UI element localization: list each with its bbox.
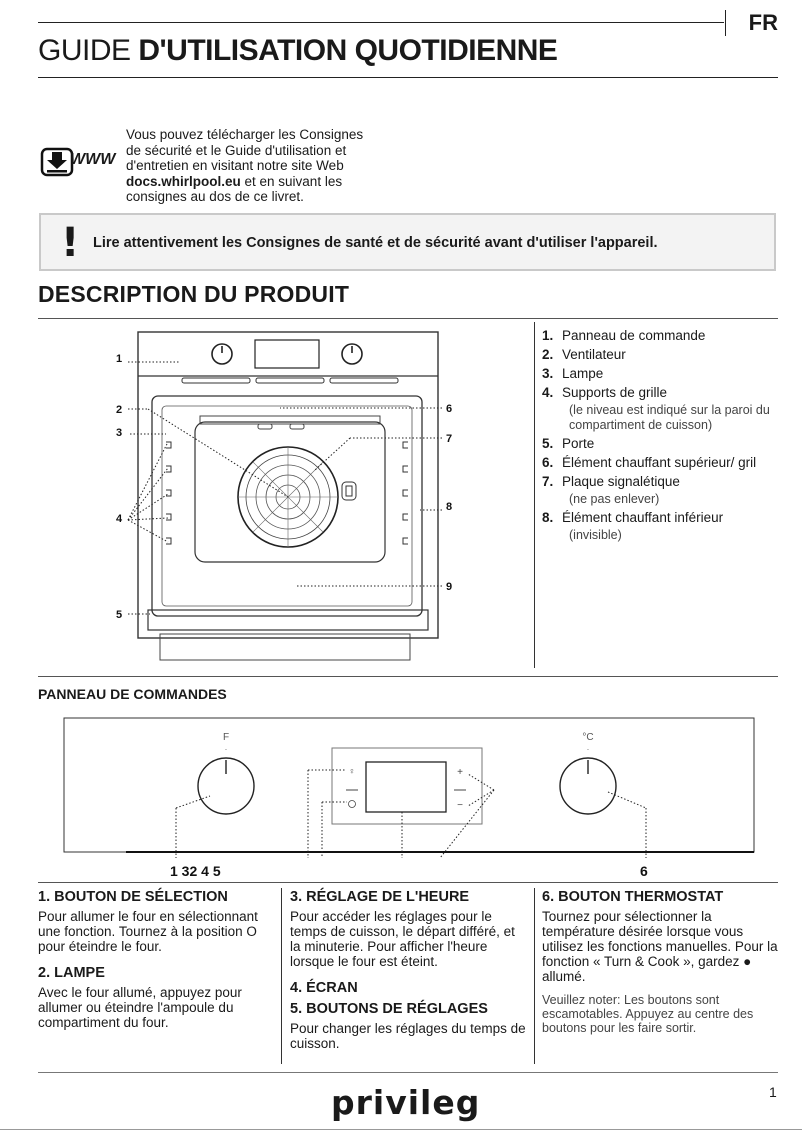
callout-8: 8	[446, 501, 453, 513]
callout-4: 4	[116, 513, 123, 525]
left-knob-label: F	[222, 732, 230, 743]
section-thermostat-knob: 6. BOUTON THERMOSTAT Tournez pour sélectionner la température désirée lorsque vous utilisez les fonctions manuelles. Pour la fonction « Turn & Cook », gardez ● allumé. Veuillez noter: Les boutons sont escamotables. Appuyez au centre des boutons pour les faire sortir.	[542, 889, 778, 1035]
brand-logo: privileg	[331, 1083, 481, 1122]
callout-6: 6	[446, 403, 453, 415]
download-notice: Vous pouvez télécharger les Consignes de sécurité et le Guide d'utilisation et d'entretien en visitant notre site Web docs.whirlpool.eu et en suivant les consignes au dos de ce livret.	[126, 127, 364, 204]
section-selection-knob: 1. BOUTON DE SÉLECTION Pour allumer le four en sélectionnant une fonction. Tournez à la position O pour éteindre le four. 2. LAMPE Avec le four allumé, appuyez pour allumer ou éteindre l'ampoule du compartiment du four.	[38, 889, 258, 1030]
legend-item: 3. Lampe	[542, 366, 604, 381]
column-divider-2	[534, 888, 535, 1064]
legend-subnote: (le niveau est indiqué sur la paroi du compartiment de cuisson)	[569, 403, 770, 432]
www-label: WWW	[70, 151, 116, 168]
panel-top-rule	[38, 676, 778, 677]
legend-item: 7. Plaque signalétique	[542, 474, 680, 489]
callout-7: 7	[446, 433, 453, 445]
header-divider	[725, 10, 726, 36]
section-heading-product: DESCRIPTION DU PRODUIT	[38, 281, 350, 307]
minus-button[interactable]: −	[457, 800, 463, 811]
callout-3: 3	[116, 427, 123, 439]
title-bold: D'UTILISATION QUOTIDIENNE	[138, 34, 558, 67]
footer-rule	[38, 1072, 778, 1073]
legend-item: 4. Supports de grille	[542, 385, 668, 400]
section-heading-panel: PANNEAU DE COMMANDES	[38, 686, 227, 702]
legend-item: 2. Ventilateur	[542, 347, 626, 362]
svg-text:♀: ♀	[348, 766, 356, 776]
section-clock-settings: 3. RÉGLAGE DE L'HEURE Pour accéder les réglages pour le temps de cuisson, le départ différé, et la minuterie. Pour afficher l'heure lorsque le four est éteint. 4. ÉCRAN 5. BOUTONS DE RÉGLAGES Pour changer les réglages du temps de cuisson.	[290, 889, 526, 1051]
oven-diagram	[100, 322, 520, 675]
safety-warning-box	[39, 213, 776, 271]
legend-subnote: (ne pas enlever)	[569, 492, 660, 506]
legend-item: 6. Élément chauffant supérieur/ gril	[542, 455, 757, 470]
svg-text:.: .	[224, 743, 228, 752]
legend-item: 1. Panneau de commande	[542, 328, 706, 343]
control-panel-diagram	[60, 716, 760, 891]
page-number: 1	[769, 1084, 777, 1100]
callout-5: 5	[116, 609, 123, 621]
product-heading-rule	[38, 318, 778, 319]
title-light: GUIDE	[38, 34, 131, 67]
website-link[interactable]: docs.whirlpool.eu	[126, 173, 241, 189]
svg-text:.: .	[586, 743, 590, 752]
right-knob-label: °C	[582, 732, 594, 743]
callout-9: 9	[446, 581, 453, 593]
legend-item: 5. Porte	[542, 436, 595, 451]
callout-1: 1	[116, 353, 123, 365]
page-bottom-rule	[0, 1129, 802, 1130]
column-divider-1	[281, 888, 282, 1064]
exclamation-icon: !	[61, 220, 80, 266]
safety-warning-text: Lire attentivement les Consignes de santé et de sécurité avant d'utiliser l'appareil.	[93, 235, 658, 251]
legend-subnote: (invisible)	[569, 528, 622, 542]
legend-divider	[534, 322, 535, 668]
plus-button[interactable]: +	[457, 767, 463, 778]
header-top-rule	[38, 22, 724, 23]
language-code: FR	[748, 10, 778, 35]
legend-item: 8. Élément chauffant inférieur	[542, 510, 724, 525]
panel-numbers-left: 1 32 4 5	[170, 863, 221, 879]
sections-top-rule	[38, 882, 778, 883]
title-underline	[38, 77, 778, 78]
panel-number-right: 6	[640, 863, 648, 879]
callout-2: 2	[116, 404, 123, 416]
component-legend	[542, 327, 787, 545]
page-title	[38, 34, 557, 68]
